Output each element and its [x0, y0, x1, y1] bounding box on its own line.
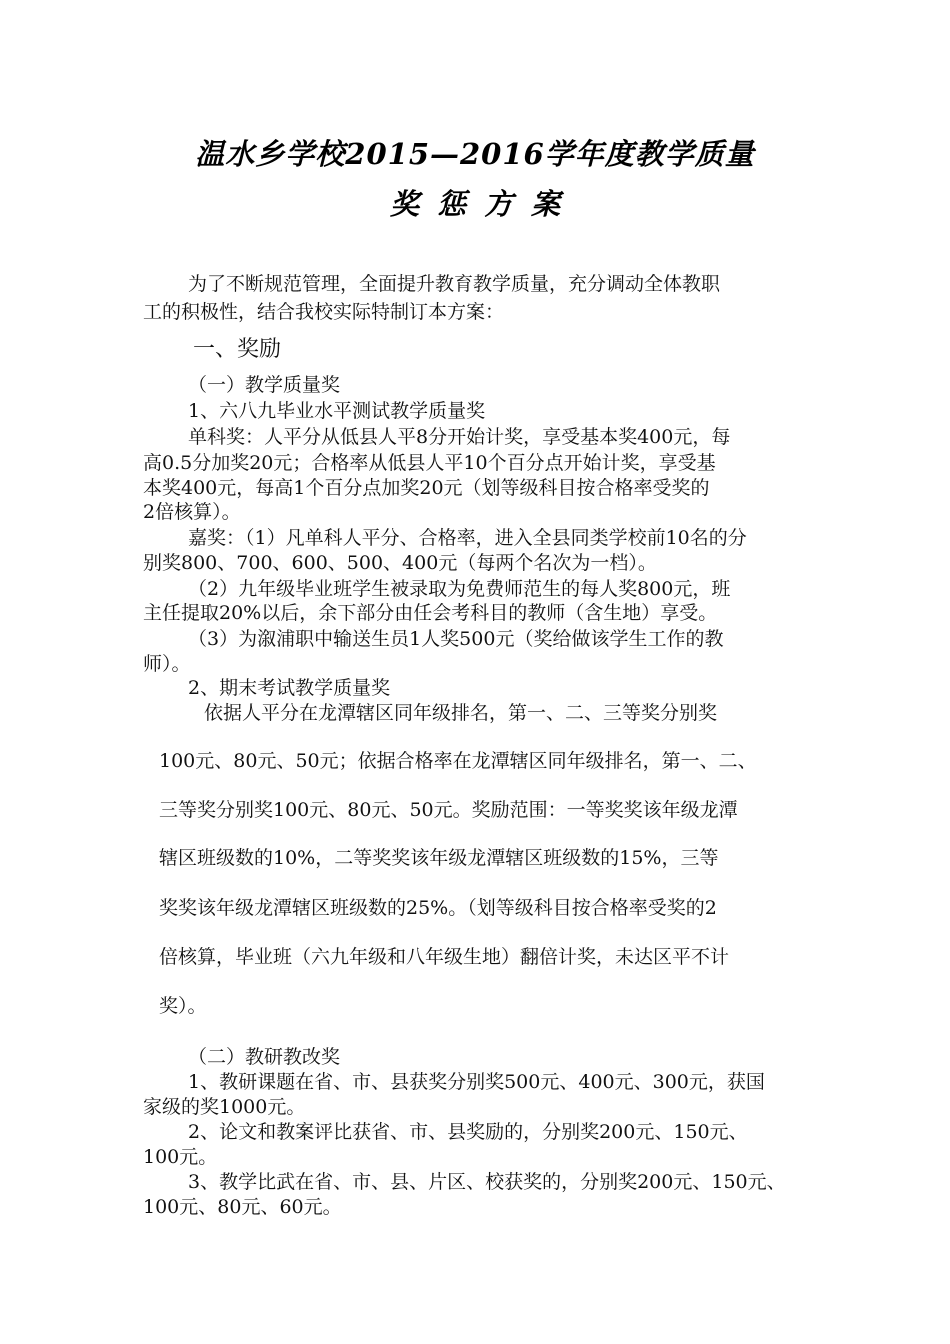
paragraph-line: 单科奖：人平分从低县人平8分开始计奖，享受基本奖400元，每	[188, 426, 731, 448]
document-title-line1: 温水乡学校2015—2016学年度教学质量	[195, 137, 755, 171]
paragraph-line: 辖区班级数的10%，二等奖奖该年级龙潭辖区班级数的15%，三等	[159, 847, 719, 869]
paragraph-line: 3、教学比武在省、市、县、片区、校获奖的，分别奖200元、150元、	[188, 1171, 786, 1193]
item-heading-final-exam: 2、期末考试教学质量奖	[188, 677, 391, 699]
paragraph-line: 主任提取20%以后，余下部分由任会考科目的教师（含生地）享受。	[143, 602, 718, 624]
paragraph-line: 倍核算，毕业班（六九年级和八年级生地）翻倍计奖，未达区平不计	[159, 946, 730, 968]
subsection-heading-teaching-quality: （一）教学质量奖	[188, 374, 341, 396]
intro-line-2: 工的积极性，结合我校实际特制订本方案：	[143, 301, 505, 323]
paragraph-line: 别奖800、700、600、500、400元（每两个名次为一档）。	[143, 552, 657, 574]
paragraph-line: （2）九年级毕业班学生被录取为免费师范生的每人奖800元，班	[188, 578, 731, 600]
paragraph-line: 师）。	[143, 653, 191, 675]
paragraph-line: 1、教研课题在省、市、县获奖分别奖500元、400元、300元，获国	[188, 1071, 765, 1093]
paragraph-line: 100元。	[143, 1146, 218, 1168]
paragraph-line: 家级的奖1000元。	[143, 1096, 306, 1118]
paragraph-line: 100元、80元、60元。	[143, 1196, 342, 1218]
paragraph-line: 本奖400元，每高1个百分点加奖20元（划等级科目按合格率受奖的	[143, 477, 710, 499]
paragraph-line: 100元、80元、50元；依据合格率在龙潭辖区同年级排名，第一、二、	[159, 750, 757, 772]
paragraph-line: 依据人平分在龙潭辖区同年级排名，第一、二、三等奖分别奖	[204, 702, 718, 724]
paragraph-line: 三等奖分别奖100元、80元、50元。奖励范围：一等奖奖该年级龙潭	[159, 799, 738, 821]
paragraph-line: 嘉奖：（1）凡单科人平分、合格率，进入全县同类学校前10名的分	[188, 527, 747, 549]
paragraph-line: 奖奖该年级龙潭辖区班级数的25%。（划等级科目按合格率受奖的2	[159, 897, 717, 919]
paragraph-line: （3）为溆浦职中输送生员1人奖500元（奖给做该学生工作的教	[188, 628, 724, 650]
paragraph-line: 2倍核算）。	[143, 501, 241, 523]
paragraph-line: 奖）。	[159, 995, 207, 1017]
document-title-line2: 奖惩方案	[389, 187, 578, 221]
paragraph-line: 高0.5分加奖20元；合格率从低县人平10个百分点开始计奖，享受基	[143, 452, 716, 474]
subsection-heading-research: （二）教研教改奖	[188, 1046, 341, 1068]
item-heading-graduation-test: 1、六八九毕业水平测试教学质量奖	[188, 400, 486, 422]
section-heading-reward: 一、奖励	[193, 337, 282, 362]
intro-line-1: 为了不断规范管理，全面提升教育教学质量，充分调动全体教职	[188, 273, 721, 295]
paragraph-line: 2、论文和教案评比获省、市、县奖励的，分别奖200元、150元、	[188, 1121, 748, 1143]
